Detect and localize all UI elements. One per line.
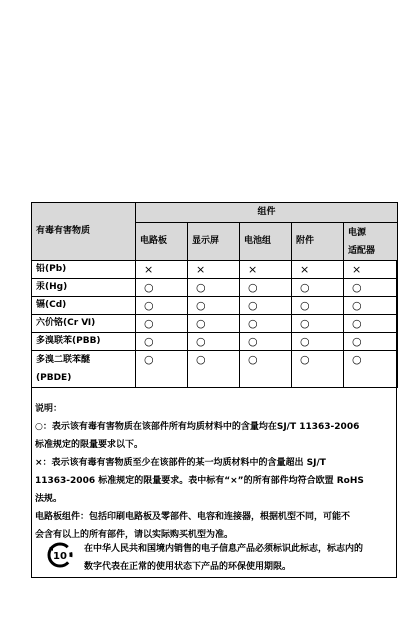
row-name-line2: (PBDE) xyxy=(36,373,72,383)
table-cell: × xyxy=(188,261,240,279)
table-cell: ○ xyxy=(344,351,398,388)
table-row xyxy=(32,297,398,315)
epup-number: 10 xyxy=(53,551,67,562)
hazardous-substances-table xyxy=(31,202,398,388)
col-battery: 电池组 xyxy=(240,223,292,261)
table-cell: ○ xyxy=(240,333,292,351)
note-1-line-1: ○：表示该有毒有害物质在该部件所有均质材料中的含量均在SJ/T 11363-2006 xyxy=(35,422,360,432)
table-cell: ○ xyxy=(240,351,292,388)
row-name-line1: 多溴二联苯醚 xyxy=(36,355,91,365)
epup-line-2: 数字代表在正常的使用状态下产品的环保使用期限。 xyxy=(84,562,292,572)
table-cell: × xyxy=(240,261,292,279)
table-cell: ○ xyxy=(136,297,188,315)
col-power-adapter xyxy=(344,223,398,261)
row-name: 镉(Cd) xyxy=(32,297,136,315)
note-2-line-1: ×：表示该有毒有害物质至少在该部件的某一均质材料中的含量超出 SJ/T xyxy=(35,458,326,468)
col-adapter-label: 适配器 xyxy=(348,245,376,256)
note-3-line-1: 电路板组件：包括印刷电路板及零部件、电容和连接器，根据机型不同，可能不 xyxy=(35,512,351,522)
table-row xyxy=(32,333,398,351)
note-2-line-2: 11363-2006 标准规定的限量要求。表中标有“×”的所有部件均符合欧盟 RoHS xyxy=(35,476,364,486)
table-cell: ○ xyxy=(240,315,292,333)
header-component: 组件 xyxy=(136,203,398,223)
table-cell: ○ xyxy=(188,315,240,333)
table-cell: ○ xyxy=(292,333,344,351)
note-2-line-3: 法规。 xyxy=(35,494,63,504)
notes-section xyxy=(31,380,397,572)
table-cell: × xyxy=(136,261,188,279)
epup-line-1: 在中华人民共和国境内销售的电子信息产品必须标识此标志，标志内的 xyxy=(84,544,364,554)
table-cell: ○ xyxy=(344,315,398,333)
col-display: 显示屏 xyxy=(188,223,240,261)
table-cell: ○ xyxy=(292,315,344,333)
table-cell: ○ xyxy=(344,279,398,297)
row-name: 多溴联苯(PBB) xyxy=(32,333,136,351)
table-row xyxy=(32,261,398,279)
table-cell: ○ xyxy=(344,333,398,351)
table-cell: ○ xyxy=(292,297,344,315)
table-cell: ○ xyxy=(188,333,240,351)
table-cell: ○ xyxy=(240,279,292,297)
note-1-line-2: 标准规定的限量要求以下。 xyxy=(35,440,144,450)
col-circuit-board: 电路板 xyxy=(136,223,188,261)
row-name: 六价铬(Cr Ⅵ) xyxy=(32,315,136,333)
notes-title: 说明： xyxy=(35,404,63,414)
table-cell: ○ xyxy=(136,315,188,333)
table-cell: ○ xyxy=(188,297,240,315)
row-name: 汞(Hg) xyxy=(32,279,136,297)
table-cell: ○ xyxy=(188,351,240,388)
table-row xyxy=(32,279,398,297)
table-cell: ○ xyxy=(188,279,240,297)
table-cell: ○ xyxy=(292,351,344,388)
header-substance: 有毒有害物质 xyxy=(32,203,136,261)
table-row xyxy=(32,315,398,333)
table-cell: ○ xyxy=(136,279,188,297)
table-cell: ○ xyxy=(240,297,292,315)
table-cell: ○ xyxy=(344,297,398,315)
table-cell: ○ xyxy=(136,351,188,388)
col-power-label: 电源 xyxy=(348,227,367,238)
epup-10-icon xyxy=(47,542,73,568)
table-cell: ○ xyxy=(292,279,344,297)
row-name: 铅(Pb) xyxy=(32,261,136,279)
epup-description xyxy=(84,540,389,576)
col-accessory: 附件 xyxy=(292,223,344,261)
table-cell: × xyxy=(292,261,344,279)
note-3-line-2: 会含有以上的所有部件，请以实际购买机型为准。 xyxy=(35,530,234,540)
table-cell: ○ xyxy=(136,333,188,351)
table-cell: × xyxy=(344,261,398,279)
